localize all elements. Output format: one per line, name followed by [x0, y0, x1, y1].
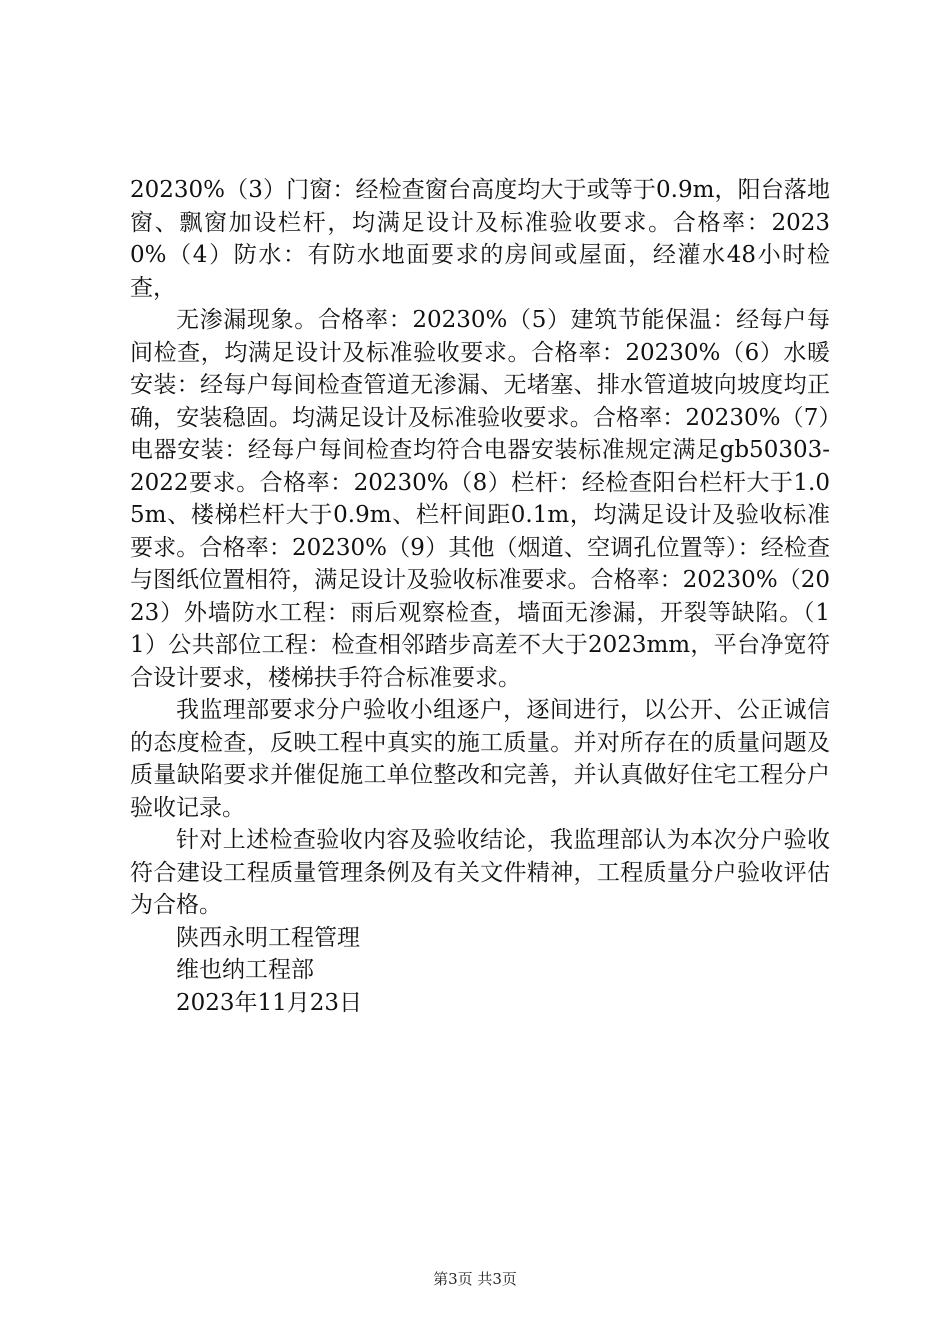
- signature-company: 陕西永明工程管理: [176, 924, 360, 951]
- paragraph-supervision-requirements: 我监理部要求分户验收小组逐户，逐间进行，以公开、公正诚信的态度检查，反映工程中真实的施工质量。并对所存在的质量问题及质量缺陷要求并催促施工单位整改和完善，并认真做好住宅工程分户验收记录。: [130, 697, 830, 821]
- paragraph-conclusion: 针对上述检查验收内容及验收结论，我监理部认为本次分户验收符合建设工程质量管理条例及有关文件精神，工程质量分户验收评估为合格。: [130, 827, 830, 918]
- page-number-footer: 第3页 共3页: [433, 1270, 517, 1288]
- signature-date: 2023年11月23日: [176, 989, 363, 1016]
- document-body: [130, 174, 830, 1019]
- signature-department: 维也纳工程部: [176, 957, 314, 983]
- paragraph-inspection-results: 无渗漏现象。合格率：20230%（5）建筑节能保温：经每户每间检查，均满足设计及标准验收要求。合格率：20230%（6）水暖安装：经每户每间检查管道无渗漏、无堵塞、排水管道坡向坡度均正确，安装稳固。均满足设计及标准验收要求。合格率：20230%（7）电器安装：经每户每间检查均符合电器安装标准规定满足gb50303-2022要求。合格率：20230%（8）栏杆：经检查阳台栏杆大于1.05m、楼梯栏杆大于0.9m、栏杆间距0.1m，均满足设计及验收标准要求。合格率：20230%（9）其他（烟道、空调孔位置等）：经检查与图纸位置相符，满足设计及验收标准要求。合格率：20230%（2023）外墙防水工程：雨后观察检查，墙面无渗漏，开裂等缺陷。（11）公共部位工程：检查相邻踏步高差不大于2023mm，平台净宽符合设计要求，楼梯扶手符合标准要求。: [130, 307, 830, 691]
- paragraph-continuation: 20230%（3）门窗：经检查窗台高度均大于或等于0.9m，阳台落地窗、飘窗加设栏杆，均满足设计及标准验收要求。合格率：20230%（4）防水：有防水地面要求的房间或屋面，经灌水48小时检查，: [130, 177, 830, 301]
